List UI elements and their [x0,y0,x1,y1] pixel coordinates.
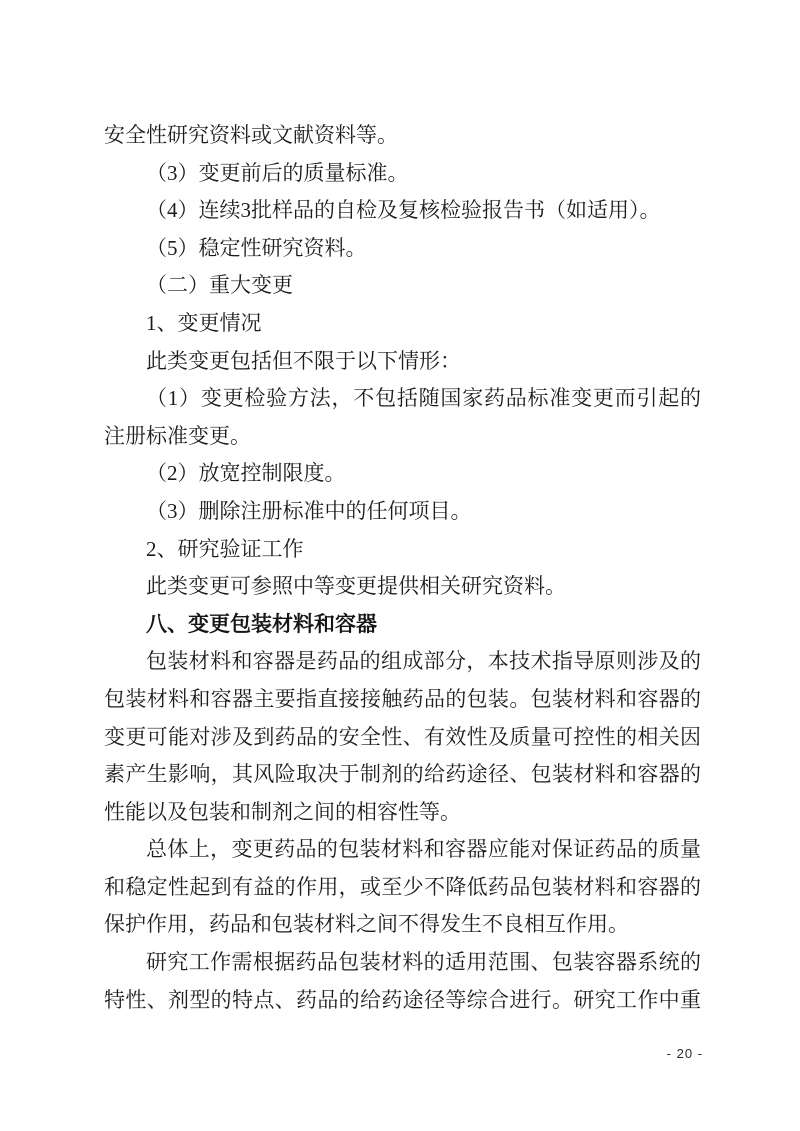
text-line: 性能以及包装和制剂之间的相容性等。 [104,799,461,824]
text-line: 1、变更情况 [146,310,262,335]
text-line: 包装材料和容器主要指直接接触药品的包装。包装材料和容器的 [104,686,701,711]
text-line: 注册标准变更。 [104,423,251,448]
text-line: （1）变更检验方法，不包括随国家药品标准变更而引起的 [146,386,701,411]
text-line: 此类变更包括但不限于以下情形： [146,348,461,373]
text-line: （3）删除注册标准中的任何项目。 [146,498,472,523]
text-line: 2、研究验证工作 [146,536,304,561]
text-line: （二）重大变更 [146,273,293,298]
document-content [104,117,701,1019]
text-line: 变更可能对涉及到药品的安全性、有效性及质量可控性的相关因 [104,724,701,749]
text-line: 总体上，变更药品的包装材料和容器应能对保证药品的质量 [146,837,701,862]
page-number: - 20 - [666,1046,703,1061]
section-heading: 八、变更包装材料和容器 [146,612,377,636]
text-line: 包装材料和容器是药品的组成部分，本技术指导原则涉及的 [146,649,701,674]
text-line: （2）放宽控制限度。 [146,461,346,486]
text-line: （4）连续3批样品的自检及复核检验报告书（如适用）。 [146,198,661,223]
text-line: 安全性研究资料或文献资料等。 [104,123,398,147]
text-line: 和稳定性起到有益的作用，或至少不降低药品包装材料和容器的 [104,874,701,899]
text-line: 素产生影响，其风险取决于制剂的给药途径、包装材料和容器的 [104,762,701,787]
text-line: （5）稳定性研究资料。 [146,235,367,260]
text-line: （3）变更前后的质量标准。 [146,160,409,185]
text-line: 特性、剂型的特点、药品的给药途径等综合进行。研究工作中重 [104,987,701,1012]
text-line: 此类变更可参照中等变更提供相关研究资料。 [146,574,566,599]
text-line: 研究工作需根据药品包装材料的适用范围、包装容器系统的 [146,950,701,975]
text-line: 保护作用，药品和包装材料之间不得发生不良相互作用。 [104,912,629,937]
